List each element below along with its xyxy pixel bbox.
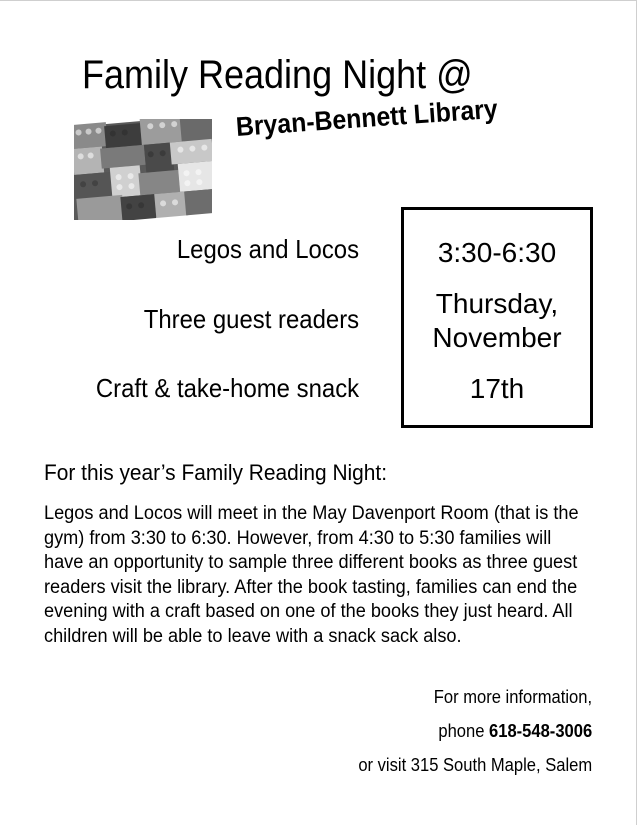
contact-info-line: For more information, <box>433 687 592 707</box>
feature-legos: Legos and Locos <box>176 234 359 264</box>
lego-bricks-photo <box>74 119 212 220</box>
phone-number: 618-548-3006 <box>488 721 592 741</box>
phone-prefix: phone <box>438 721 489 741</box>
event-time: 3:30-6:30 <box>437 237 557 268</box>
contact-address-line: or visit 315 South Maple, Salem <box>358 755 592 775</box>
feature-guest-readers: Three guest readers <box>143 304 359 334</box>
contact-phone-line <box>438 720 592 742</box>
event-month: November <box>432 322 562 353</box>
flyer-title: Family Reading Night @ <box>82 53 473 97</box>
details-heading: For this year’s Family Reading Night: <box>44 460 388 485</box>
top-border <box>0 0 637 1</box>
event-day: Thursday, <box>435 288 559 319</box>
schedule-box <box>401 207 593 428</box>
event-date: 17th <box>469 373 525 404</box>
library-name: Bryan-Bennett Library <box>234 93 499 142</box>
feature-craft-snack: Craft & take-home snack <box>95 373 359 403</box>
details-paragraph: Legos and Locos will meet in the May Davenport Room (that is the gym) from 3:30 to 6:30. However, from 4:30 to 5:30 families will have an opportunity to sample three different books as three guest readers visit the library. After the book tasting, families can end the evening with a craft based on one of the books they just heard. All children will be able to leave with a snack sack also. <box>44 503 579 647</box>
